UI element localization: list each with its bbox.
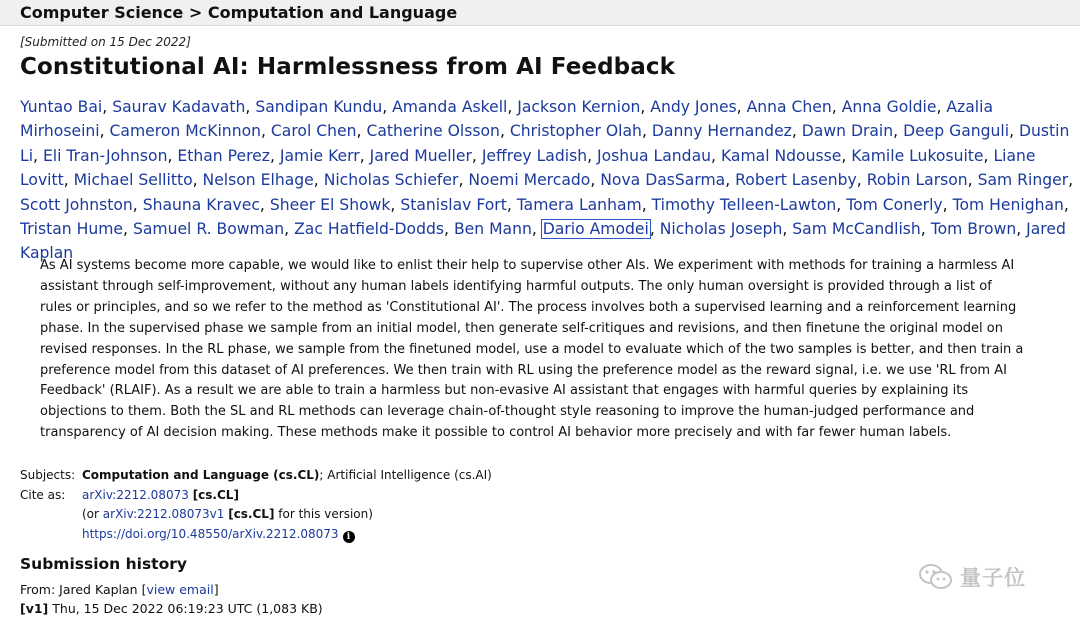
from-prefix: From: Jared Kaplan [ bbox=[20, 582, 147, 597]
author-link[interactable]: Jeffrey Ladish bbox=[481, 146, 588, 165]
author-link[interactable]: Scott Johnston bbox=[20, 195, 133, 214]
author-link[interactable]: Ben Mann bbox=[453, 220, 532, 239]
author-link[interactable]: Dario Amodei bbox=[542, 220, 649, 239]
author-link[interactable]: Stanislav Fort bbox=[400, 195, 507, 214]
author-separator: , bbox=[33, 146, 43, 165]
author-link[interactable]: Nova DasSarma bbox=[600, 171, 726, 190]
author-separator: , bbox=[269, 146, 280, 165]
breadcrumb-computation-language[interactable]: Computation and Language bbox=[207, 3, 458, 22]
author-separator: , bbox=[356, 122, 367, 141]
author-link[interactable]: Jared Mueller bbox=[369, 146, 472, 165]
version-line bbox=[20, 599, 323, 618]
author-link[interactable]: Cameron McKinnon bbox=[109, 122, 261, 141]
author-separator: , bbox=[1009, 122, 1020, 141]
author-separator: , bbox=[261, 122, 271, 141]
author-separator: , bbox=[942, 195, 953, 214]
doi-link[interactable]: https://doi.org/10.48550/arXiv.2212.08073 bbox=[82, 526, 339, 541]
author-link[interactable]: Deep Ganguli bbox=[903, 122, 1010, 141]
author-separator: , bbox=[587, 146, 597, 165]
author-separator: , bbox=[983, 146, 994, 165]
author-separator: , bbox=[641, 122, 652, 141]
author-separator: , bbox=[259, 195, 270, 214]
author-link[interactable]: Robert Lasenby bbox=[735, 171, 857, 190]
author-separator: , bbox=[471, 146, 482, 165]
author-link[interactable]: Tom Conerly bbox=[846, 195, 943, 214]
author-link[interactable]: Joshua Landau bbox=[597, 146, 712, 165]
author-separator: , bbox=[359, 146, 370, 165]
from-suffix: ] bbox=[213, 582, 219, 597]
author-link[interactable]: Tom Brown bbox=[930, 220, 1017, 239]
author-separator: , bbox=[590, 171, 601, 190]
author-separator: , bbox=[1063, 195, 1069, 214]
author-link[interactable]: Yuntao Bai bbox=[20, 98, 103, 116]
cite-row bbox=[20, 486, 492, 506]
author-separator: , bbox=[63, 171, 74, 190]
author-link[interactable]: Anna Goldie bbox=[841, 98, 937, 116]
author-link[interactable]: Samuel R. Bowman bbox=[132, 220, 285, 239]
subjects-label: Subjects: bbox=[20, 468, 76, 482]
arxiv-version-link[interactable]: arXiv:2212.08073v1 bbox=[102, 507, 225, 522]
author-link[interactable]: Anna Chen bbox=[746, 98, 832, 116]
author-separator: , bbox=[1068, 171, 1074, 190]
author-separator: , bbox=[649, 220, 660, 239]
author-separator: , bbox=[245, 98, 256, 116]
author-separator: , bbox=[167, 146, 178, 165]
author-link[interactable]: Ethan Perez bbox=[177, 146, 270, 165]
author-separator: , bbox=[711, 146, 721, 165]
author-link[interactable]: Tristan Hume bbox=[20, 220, 124, 239]
wechat-icon bbox=[918, 563, 954, 591]
author-link[interactable]: Sheer El Showk bbox=[269, 195, 391, 214]
author-link[interactable]: Sandipan Kundu bbox=[255, 98, 383, 116]
author-separator: , bbox=[936, 98, 947, 116]
author-separator: , bbox=[507, 98, 518, 116]
cite-value bbox=[82, 486, 239, 506]
author-separator: , bbox=[284, 220, 295, 239]
author-separator: , bbox=[967, 171, 978, 190]
author-link[interactable]: Michael Sellitto bbox=[73, 171, 193, 190]
author-separator: , bbox=[841, 146, 852, 165]
author-separator: , bbox=[123, 220, 133, 239]
author-separator: , bbox=[132, 195, 143, 214]
author-separator: , bbox=[499, 122, 510, 141]
author-link[interactable]: Kamal Ndousse bbox=[720, 146, 842, 165]
author-link[interactable]: Azalia Mirhoseini bbox=[20, 98, 994, 141]
author-link[interactable]: Robin Larson bbox=[866, 171, 968, 190]
author-separator: , bbox=[836, 195, 847, 214]
subjects-row bbox=[20, 466, 492, 486]
version-cite-row bbox=[20, 505, 492, 525]
author-link[interactable]: Noemi Mercado bbox=[468, 171, 591, 190]
author-separator: , bbox=[382, 98, 393, 116]
paper-title: Constitutional AI: Harmlessness from AI Feedback bbox=[20, 54, 675, 80]
author-separator: , bbox=[1016, 220, 1027, 239]
author-link[interactable]: Catherine Olsson bbox=[366, 122, 500, 141]
author-separator: , bbox=[390, 195, 401, 214]
author-link[interactable]: Dawn Drain bbox=[801, 122, 894, 141]
author-list bbox=[20, 95, 1075, 266]
author-link[interactable]: Christopher Olah bbox=[509, 122, 642, 141]
author-separator: , bbox=[831, 98, 842, 116]
version-category: [cs.CL] bbox=[228, 507, 275, 522]
author-link[interactable]: Andy Jones bbox=[650, 98, 737, 116]
author-link[interactable]: Jared Kaplan bbox=[20, 220, 1066, 263]
author-separator: , bbox=[791, 122, 802, 141]
author-link[interactable]: Sam Ringer bbox=[977, 171, 1069, 190]
metadata-table bbox=[20, 466, 492, 544]
subjects-value bbox=[82, 466, 492, 486]
version-prefix: (or bbox=[82, 507, 103, 522]
cite-category: [cs.CL] bbox=[192, 487, 239, 502]
author-separator: , bbox=[640, 98, 651, 116]
author-separator: , bbox=[313, 171, 324, 190]
author-link[interactable]: Tamera Lanham bbox=[516, 195, 642, 214]
breadcrumb-computer-science[interactable]: Computer Science bbox=[20, 3, 184, 22]
author-link[interactable]: Amanda Askell bbox=[392, 98, 508, 116]
author-link[interactable]: Shauna Kravec bbox=[142, 195, 260, 214]
author-separator: , bbox=[893, 122, 904, 141]
secondary-subjects: ; Artificial Intelligence (cs.AI) bbox=[319, 468, 492, 482]
cite-label: Cite as: bbox=[20, 487, 66, 502]
author-separator: , bbox=[192, 171, 203, 190]
author-link[interactable]: Danny Hernandez bbox=[651, 122, 792, 141]
doi-row bbox=[20, 525, 492, 545]
watermark-text: 量子位 bbox=[960, 566, 1026, 590]
author-separator: , bbox=[920, 220, 931, 239]
author-separator: , bbox=[531, 220, 542, 239]
author-link[interactable]: Timothy Telleen-Lawton bbox=[651, 195, 837, 214]
author-link[interactable]: Sam McCandlish bbox=[792, 220, 921, 239]
info-icon[interactable]: i bbox=[343, 531, 355, 543]
author-link[interactable]: Nicholas Joseph bbox=[659, 220, 783, 239]
author-separator: , bbox=[99, 122, 110, 141]
author-link[interactable]: Dustin Li bbox=[20, 122, 1070, 165]
author-link[interactable]: Jamie Kerr bbox=[279, 146, 360, 165]
author-separator: , bbox=[506, 195, 517, 214]
author-link[interactable]: Zac Hatfield-Dodds bbox=[294, 220, 445, 239]
author-separator: , bbox=[736, 98, 747, 116]
author-link[interactable]: Eli Tran-Johnson bbox=[42, 146, 168, 165]
version-tag[interactable]: [v1] bbox=[20, 601, 49, 616]
arxiv-id-link[interactable]: arXiv:2212.08073 bbox=[82, 487, 189, 502]
author-link[interactable]: Saurav Kadavath bbox=[112, 98, 246, 116]
abstract: As AI systems become more capable, we would like to enlist their help to supervise other AIs. We experiment with methods for training a harmless AI assistant through self-improvement, without any human labels identifying harmful outputs. The only human oversight is provided through a list of rules or principles, and so we refer to the method as 'Constitutional AI'. The process involves both a supervised learning and a reinforcement learning phase. In the supervised phase we sample from an initial model, then generate self-critiques and revisions, and then finetune the original model on revised responses. In the RL phase, we sample from the finetuned model, use a model to evaluate which of the two samples is better, and then train a preference model from this dataset of AI preferences. We then train with RL using the preference model as the reward signal, i.e. we use 'RL from AI Feedback' (RLAIF). As a result we are able to train a harmless but non-evasive AI assistant that engages with harmful queries by explaining its objections to them. Both the SL and RL methods can leverage chain-of-thought style reasoning to improve the human-judged performance and transparency of AI decision making. These methods make it possible to control AI behavior more precisely and with far fewer human labels. bbox=[40, 258, 1024, 441]
author-link[interactable]: Carol Chen bbox=[270, 122, 357, 141]
watermark bbox=[918, 561, 1058, 593]
author-separator: , bbox=[102, 98, 113, 116]
author-separator: , bbox=[725, 171, 736, 190]
submission-history-heading: Submission history bbox=[20, 555, 187, 573]
from-line bbox=[20, 580, 323, 599]
author-separator: , bbox=[444, 220, 454, 239]
version-detail: Thu, 15 Dec 2022 06:19:23 UTC (1,083 KB) bbox=[48, 601, 323, 616]
author-separator: , bbox=[856, 171, 867, 190]
author-link[interactable]: Jackson Kernion bbox=[517, 98, 641, 116]
primary-subject: Computation and Language (cs.CL) bbox=[82, 468, 320, 482]
author-separator: , bbox=[782, 220, 793, 239]
author-link[interactable]: Nelson Elhage bbox=[202, 171, 314, 190]
version-suffix: for this version) bbox=[274, 507, 373, 522]
author-separator: , bbox=[458, 171, 469, 190]
author-link[interactable]: Nicholas Schiefer bbox=[323, 171, 459, 190]
author-separator: , bbox=[641, 195, 652, 214]
submission-date: [Submitted on 15 Dec 2022] bbox=[20, 35, 191, 49]
author-link[interactable]: Kamile Lukosuite bbox=[851, 146, 984, 165]
submission-history bbox=[20, 580, 323, 618]
author-link[interactable]: Liane Lovitt bbox=[20, 146, 1036, 190]
view-email-link[interactable]: view email bbox=[146, 582, 214, 597]
author-link[interactable]: Tom Henighan bbox=[952, 195, 1064, 214]
breadcrumb bbox=[0, 0, 1080, 26]
breadcrumb-separator: > bbox=[188, 3, 203, 22]
